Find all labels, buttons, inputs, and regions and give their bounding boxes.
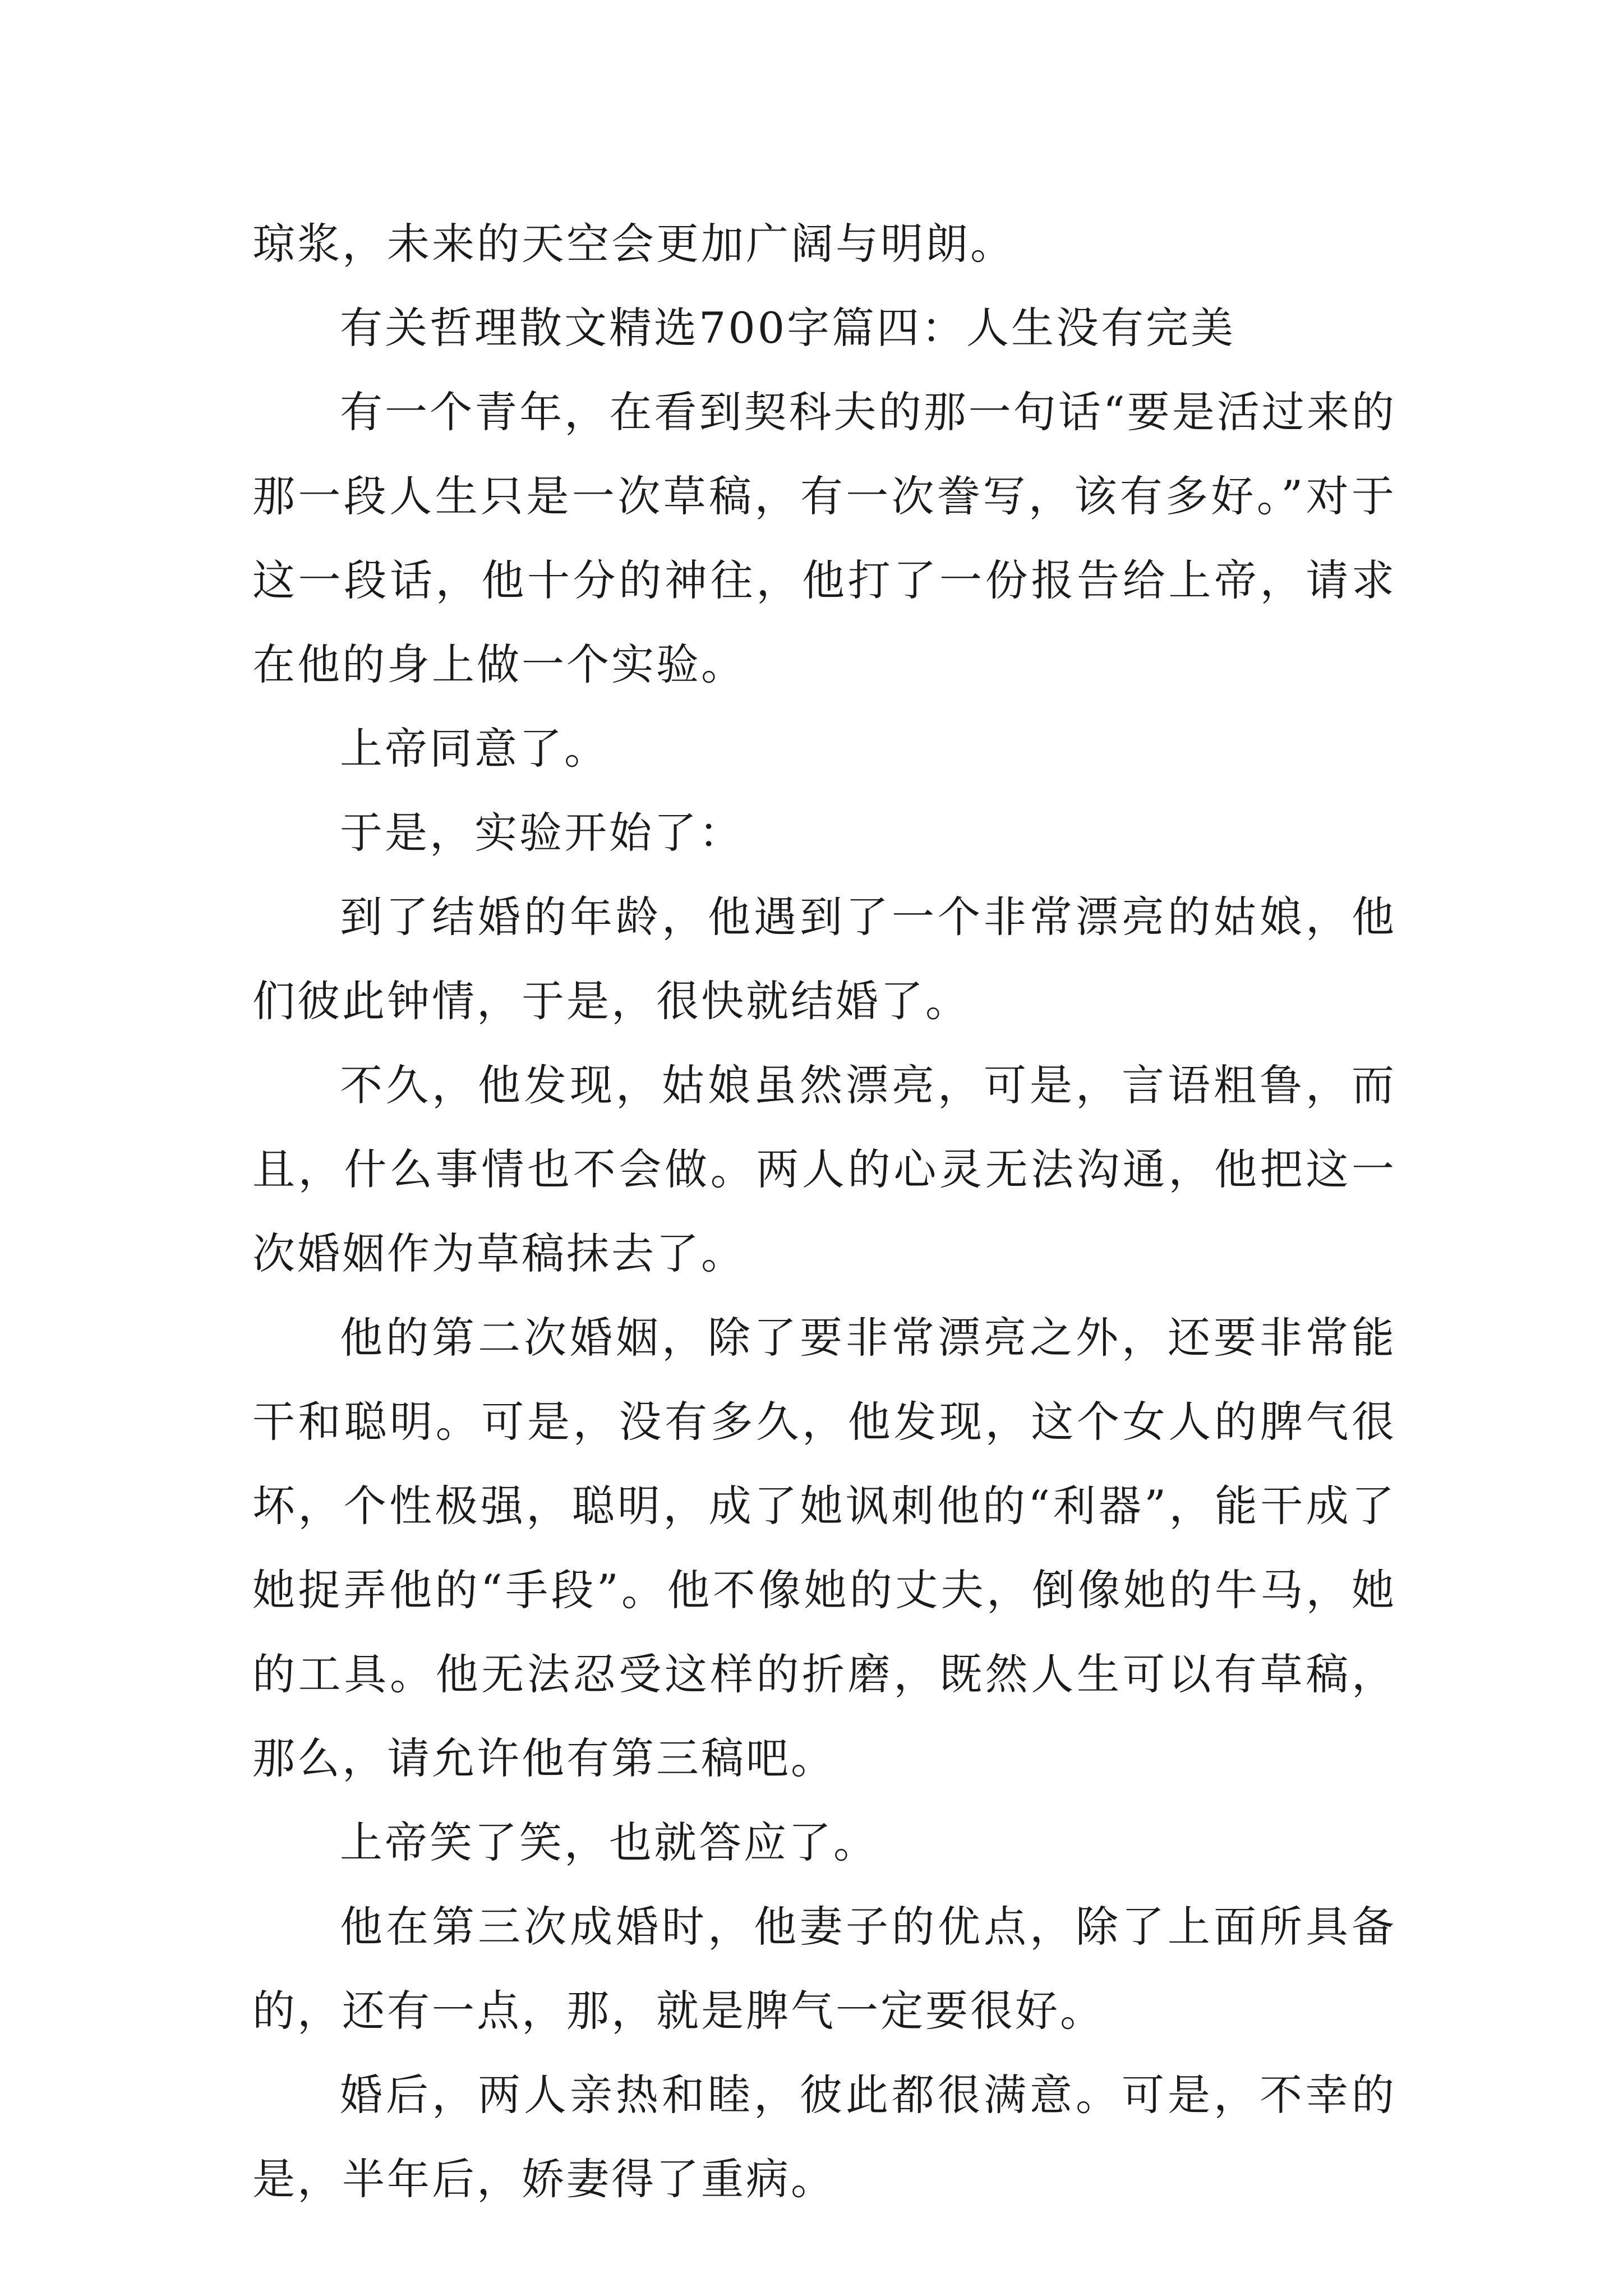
paragraph: 他的第二次婚姻，除了要非常漂亮之外，还要非常能干和聪明。可是，没有多久，他发现，这个女人的脾气很坏，个性极强，聪明，成了她讽刺他的“利器”，能干成了她捉弄他的“手段”。他不像她的丈夫，倒像她的牛马，她的工具。他无法忍受这样的折磨，既然人生可以有草稿，那么，请允许他有第三稿吧。 (252, 1313, 1396, 1783)
paragraph: 上帝同意了。 (340, 724, 609, 774)
paragraph: 婚后，两人亲热和睦，彼此都很满意。可是，不幸的是，半年后，娇妻得了重病。 (252, 2070, 1396, 2204)
paragraph: 不久，他发现，姑娘虽然漂亮，可是，言语粗鲁，而且，什么事情也不会做。两人的心灵无法沟通，他把这一次婚姻作为草稿抹去了。 (252, 1060, 1396, 1278)
paragraph: 于是，实验开始了： (340, 808, 744, 858)
article-body (252, 202, 1396, 2221)
paragraph: 到了结婚的年龄，他遇到了一个非常漂亮的姑娘，他们彼此钟情，于是，很快就结婚了。 (252, 892, 1396, 1026)
paragraph: 他在第三次成婚时，他妻子的优点，除了上面所具备的，还有一点，那，就是脾气一定要很好。 (252, 1902, 1396, 2036)
paragraph: 有一个青年，在看到契科夫的那一句话“要是活过来的那一段人生只是一次草稿，有一次誊写，该有多好。”对于这一段话，他十分的神往，他打了一份报告给上帝，请求在他的身上做一个实验。 (252, 387, 1396, 689)
paragraph-continuation: 琼浆，未来的天空会更加广阔与明朗。 (252, 219, 1015, 269)
paragraph: 上帝笑了笑，也就答应了。 (340, 1818, 878, 1867)
section-heading: 有关哲理散文精选700字篇四：人生没有完美 (340, 303, 1236, 353)
